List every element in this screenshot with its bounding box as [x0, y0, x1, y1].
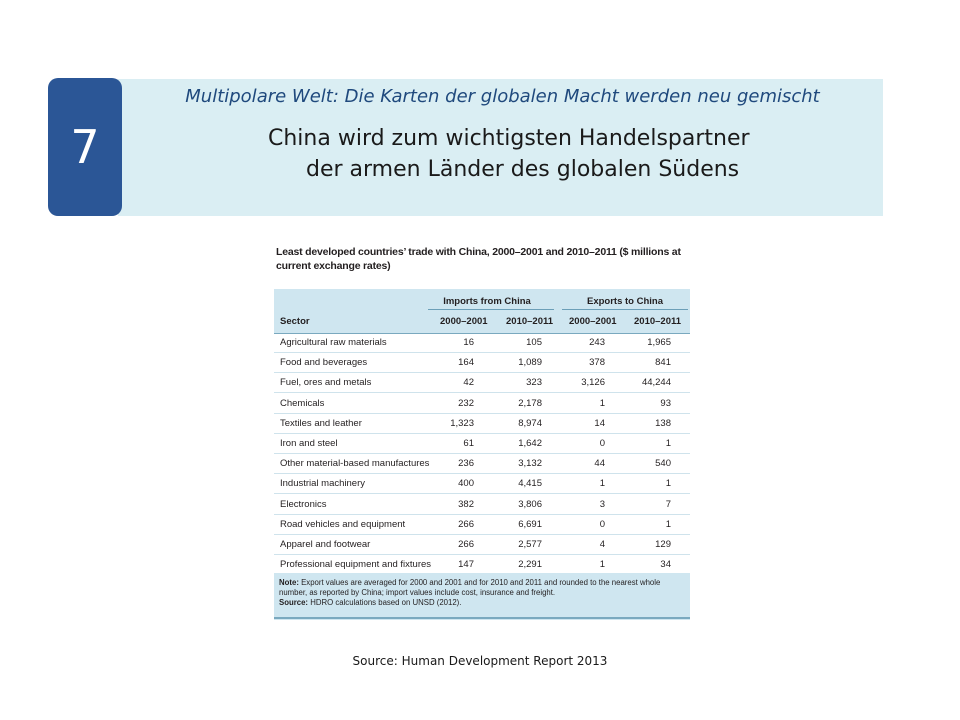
table-row: [274, 353, 690, 373]
slide-title-line-2: der armen Länder des globalen Südens: [306, 157, 740, 182]
row-value-imp2000: 236: [458, 458, 474, 470]
row-value-imp2010: 3,132: [518, 458, 542, 470]
row-value-imp2010: 2,577: [518, 539, 542, 550]
row-sector: Food and beverages: [280, 357, 368, 369]
column-header-imports-2000: 2000–2001: [440, 316, 488, 327]
row-value-imp2000: 382: [458, 498, 474, 510]
note-label: Note:: [279, 578, 299, 587]
table-row: [274, 454, 690, 474]
row-value-exp2000: 3: [599, 498, 605, 510]
group-header-exports: Exports to China: [586, 296, 663, 307]
table-source-label: Source:: [279, 598, 309, 607]
slide-title-line-1: China wird zum wichtigsten Handelspartner: [268, 126, 750, 151]
row-value-exp2010: 129: [655, 539, 671, 550]
table-bottom-rule: [274, 617, 690, 619]
row-value-exp2010: 44,244: [641, 377, 671, 389]
row-value-exp2000: 44: [594, 458, 605, 470]
row-value-imp2000: 61: [463, 438, 474, 449]
row-sector: Road vehicles and equipment: [280, 518, 406, 530]
column-header-exports-2010: 2010–2011: [634, 316, 682, 327]
group-underline-exports: [562, 309, 688, 310]
table-caption: Least developed countries’ trade with China, 2000–2001 and 2010–2011 ($ millions at current exchange rates): [276, 246, 681, 272]
row-value-exp2000: 3,126: [581, 377, 605, 389]
row-sector: Textiles and leather: [280, 417, 362, 429]
table-row: [274, 373, 690, 393]
row-sector: Other material-based manufactures: [280, 458, 430, 470]
row-value-exp2010: 138: [655, 417, 671, 429]
table-source-text: HDRO calculations based on UNSD (2012).: [310, 598, 462, 607]
row-sector: Iron and steel: [280, 438, 338, 449]
row-value-exp2010: 1: [665, 438, 671, 449]
table-row: [274, 495, 690, 515]
row-value-exp2000: 0: [599, 438, 605, 449]
row-value-exp2000: 0: [599, 518, 605, 530]
row-sector: Industrial machinery: [280, 478, 366, 490]
table-row: [274, 394, 690, 414]
row-value-exp2010: 7: [665, 498, 671, 510]
row-sector: Professional equipment and fixtures: [280, 559, 432, 571]
slide-number-badge: [48, 78, 122, 216]
row-value-imp2010: 105: [526, 337, 542, 348]
row-value-exp2010: 1: [665, 518, 671, 530]
row-value-exp2000: 1: [599, 478, 605, 490]
table-row: [274, 333, 690, 353]
row-sector: Chemicals: [280, 397, 325, 409]
row-value-imp2010: 2,178: [518, 397, 542, 409]
row-value-imp2000: 266: [458, 518, 474, 530]
row-value-imp2010: 3,806: [518, 498, 542, 510]
row-value-imp2010: 323: [526, 377, 542, 389]
row-value-exp2010: 34: [660, 559, 671, 571]
row-value-exp2000: 14: [594, 417, 605, 429]
row-value-imp2010: 8,974: [518, 417, 542, 429]
row-value-imp2010: 6,691: [518, 518, 542, 530]
row-value-exp2010: 1: [665, 478, 671, 490]
table-row: [274, 515, 690, 535]
slide-subtitle: Multipolare Welt: Die Karten der globalen Macht werden neu gemischt: [185, 86, 820, 107]
row-value-imp2000: 1,323: [450, 417, 474, 429]
row-value-imp2000: 16: [463, 337, 474, 348]
row-sector: Apparel and footwear: [280, 539, 371, 550]
table-row: [274, 474, 690, 494]
row-value-imp2000: 147: [458, 559, 474, 571]
trade-table-figure: [272, 240, 692, 622]
row-value-imp2000: 42: [463, 377, 474, 389]
row-sector: Agricultural raw materials: [280, 337, 387, 348]
group-header-imports: Imports from China: [443, 296, 531, 307]
row-value-imp2000: 266: [458, 539, 474, 550]
row-value-exp2000: 243: [589, 337, 605, 348]
row-value-imp2010: 1,642: [518, 438, 542, 449]
table-row: [274, 414, 690, 434]
row-sector: Fuel, ores and metals: [280, 377, 372, 389]
group-underline-imports: [428, 309, 554, 310]
column-header-imports-2010: 2010–2011: [506, 316, 554, 327]
row-value-imp2010: 1,089: [518, 357, 542, 369]
row-value-exp2000: 1: [599, 397, 605, 409]
row-value-imp2000: 232: [458, 397, 474, 409]
row-value-exp2000: 1: [599, 559, 605, 571]
row-value-imp2000: 164: [458, 357, 474, 369]
row-value-exp2010: 540: [655, 458, 671, 470]
row-value-imp2000: 400: [458, 478, 474, 490]
row-value-imp2010: 2,291: [518, 559, 542, 571]
row-value-exp2010: 1,965: [647, 337, 671, 348]
row-value-exp2000: 4: [599, 539, 605, 550]
row-value-exp2010: 93: [660, 397, 671, 409]
slide-number: 7: [70, 120, 100, 174]
table-row: [274, 535, 690, 555]
row-value-imp2010: 4,415: [518, 478, 542, 490]
slide-source: Source: Human Development Report 2013: [352, 654, 608, 668]
table-row: [274, 434, 690, 454]
note-text: Export values are averaged for 2000 and 2001 and for 2010 and 2011 and rounded to the nearest whole number, as reported by China; import values include cost, insurance and freight.: [279, 578, 661, 597]
column-header-exports-2000: 2000–2001: [569, 316, 617, 327]
table-note: [274, 573, 690, 620]
row-value-exp2000: 378: [589, 357, 605, 369]
row-value-exp2010: 841: [655, 357, 671, 369]
column-header-sector: Sector: [280, 316, 310, 327]
row-sector: Electronics: [280, 498, 327, 510]
